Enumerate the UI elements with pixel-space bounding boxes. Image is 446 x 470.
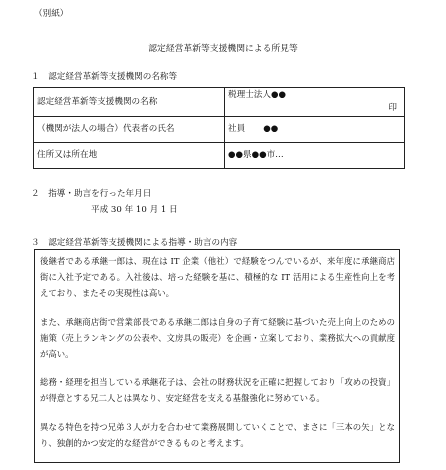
guidance-paragraph-4: 異なる特色を持つ兄弟３人が力を合わせて業務展開していくことで、まさに「三本の矢」となり、独創的かつ安定的な経営ができるものと考えます。 [40,421,395,448]
table-row [34,143,405,169]
document-title: 認定経営革新等支援機関による所見等 [148,44,298,54]
guidance-paragraph-3: 総務・経理を担当している承継花子は、会社の財務状況を正確に把握しており「攻めの投資」が得意とする兄二人とは異なり、安定経営を支える基盤強化に努めている。 [40,377,395,404]
guidance-content-box [34,249,400,463]
guidance-paragraph-1: 後継者である承継一郎は、現在は IT 企業（他社）で経験をつんでいるが、来年度に承継商店街に入社予定である。入社後は、培った経験を基に、積極的な IT 活用による生産性向上を考えており、またその実現性は高い。 [40,256,395,299]
support-agency-table [33,87,405,169]
seal-mark: 印 [388,103,397,114]
address-label: 住所又は所在地 [34,143,225,169]
address-value: ●●県●●市… [225,143,405,169]
agency-name-value: 税理士法人●● [228,90,286,100]
agency-name-label: 認定経営革新等支援機関の名称 [34,88,225,117]
representative-title: 社員 [228,124,246,135]
table-row [34,88,405,117]
representative-name: ●● [263,124,279,135]
guidance-date: 平成 30 年 10 月 1 日 [91,205,178,215]
representative-cell [225,117,405,143]
section1-heading: １ 認定経営革新等支援機関の名称等 [31,72,178,82]
guidance-paragraph-2: また、承継商店街で営業部長である承継二郎は自身の子育て経験に基づいた売上向上のための施策（売上ランキングの公表や、文房具の販売）を企画・立案しており、業務拡大への貢献度が高い。 [40,316,395,360]
attachment-label: （別紙） [34,9,69,19]
section3-heading: ３ 認定経営革新等支援機関による指導・助言の内容 [31,238,238,248]
agency-name-cell [225,88,405,117]
representative-label: （機関が法人の場合）代表者の氏名 [34,117,225,143]
section2-heading: ２ 指導・助言を行った年月日 [31,189,152,199]
table-row [34,117,405,143]
